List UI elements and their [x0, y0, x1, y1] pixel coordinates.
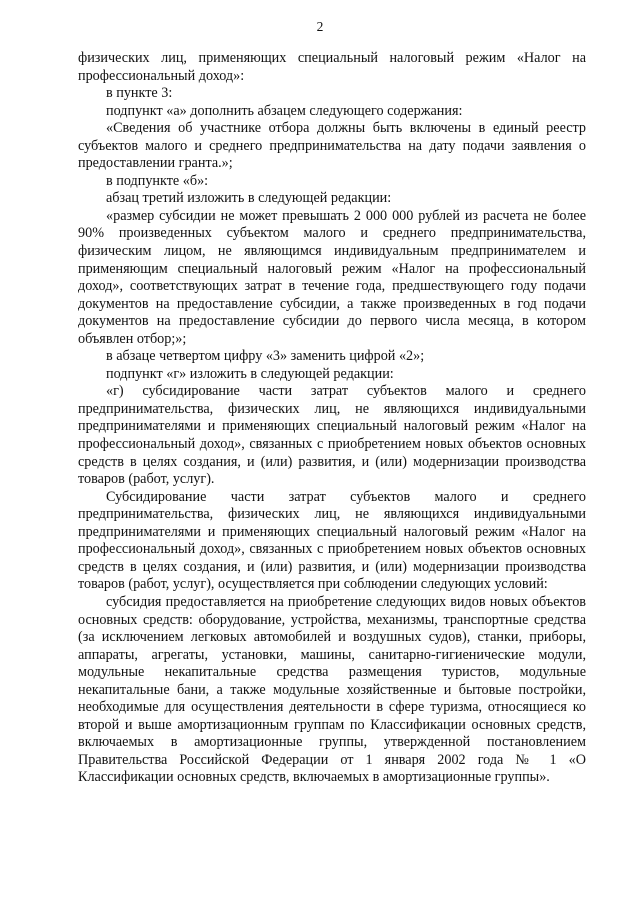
paragraph: «Сведения об участнике отбора должны быть включены в единый реестр субъектов малого и среднего предпринимательства на дату подачи заявления о предоставлении гранта.»;: [78, 120, 586, 172]
paragraph: субсидия предоставляется на приобретение следующих видов новых объектов основных средств: оборудование, устройства, механизмы, транспортные средства (за исключением легковых автомобилей и воздушных судов), станки, приборы, аппараты, агрегаты, установки, машины, санитарно-гигиенические модули, модульные некапитальные средства размещения туристов, модульные некапитальные бани, а также модульные хозяйственные и бытовые постройки, необходимые для осуществления деятельности в сфере туризма, относящиеся ко второй и выше амортизационным группам по Классификации основных средств, включаемых в амортизационные группы, утвержденной постановлением Правительства Российской Федерации от 1 января 2002 года № 1 «О Классификации основных средств, включаемых в амортизационные группы».: [78, 593, 586, 786]
paragraph: в пункте 3:: [106, 85, 173, 102]
paragraph: «г) субсидирование части затрат субъектов малого и среднего предпринимательства, физических лиц, не являющихся индивидуальными предпринимателями и применяющих специальный налоговый режим «Налог на профессиональный доход», связанных с приобретением новых объектов основных средств в целях создания, и (или) развития, и (или) модернизации производства товаров (работ, услуг).: [78, 383, 586, 488]
paragraph: физических лиц, применяющих специальный налоговый режим «Налог на профессиональный доход»:: [78, 50, 586, 84]
paragraph: подпункт «г» изложить в следующей редакции:: [106, 365, 394, 382]
page-number: 2: [316, 19, 324, 34]
document-body: [78, 50, 586, 787]
paragraph: абзац третий изложить в следующей редакции:: [106, 190, 392, 207]
paragraph: «размер субсидии не может превышать 2 000 000 рублей из расчета не более 90% произведенных субъектом малого и среднего предпринимательства, физическим лицом, не являющимся индивидуальным предпринимателем и применяющим специальный налоговый режим «Налог на профессиональный доход», соответствующих затрат в течение года, предшествующего году подачи документов на предоставление субсидии, а также произведенных в год подачи документов на предоставление субсидии до первого числа месяца, в котором объявлен отбор;»;: [78, 207, 586, 347]
paragraph: в абзаце четвертом цифру «3» заменить цифрой «2»;: [106, 348, 425, 365]
paragraph: Субсидирование части затрат субъектов малого и среднего предпринимательства, физических лиц, не являющихся индивидуальными предпринимателями и применяющих специальный налоговый режим «Налог на профессиональный доход», связанных с приобретением новых объектов основных средств в целях создания, и (или) развития, и (или) модернизации производства товаров (работ, услуг), осуществляется при соблюдении следующих условий:: [78, 488, 586, 593]
paragraph: подпункт «а» дополнить абзацем следующего содержания:: [106, 102, 463, 119]
paragraph: в подпункте «б»:: [106, 172, 209, 189]
